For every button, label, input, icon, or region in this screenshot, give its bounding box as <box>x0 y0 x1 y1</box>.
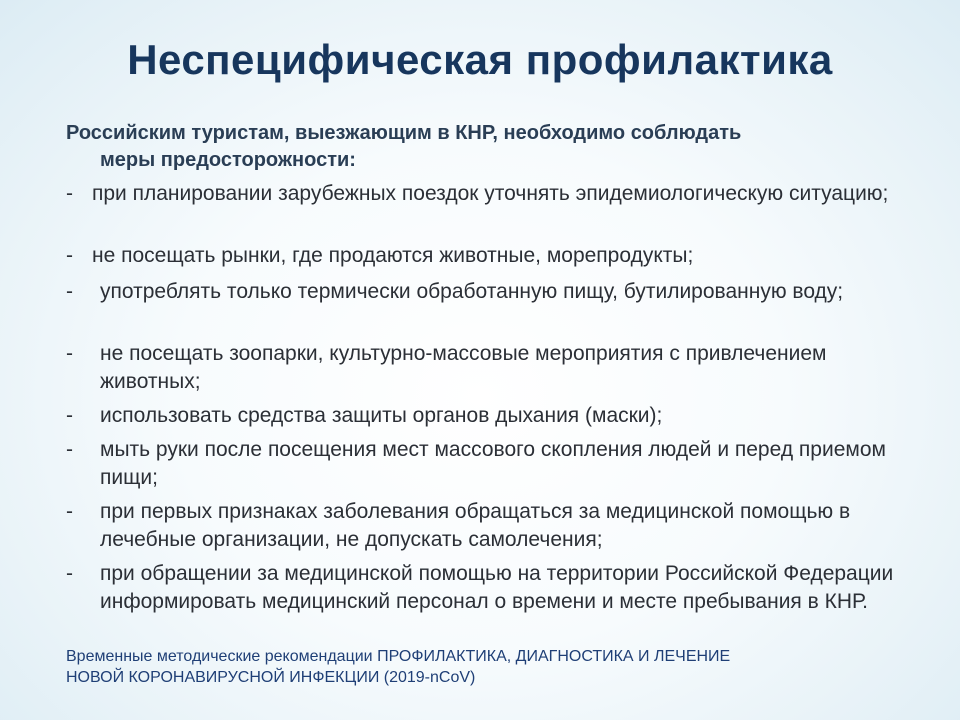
list-item <box>66 436 916 492</box>
citation-line-1: Временные методические рекомендации ПРОФИЛАКТИКА, ДИАГНОСТИКА И ЛЕЧЕНИЕ <box>66 648 731 665</box>
intro-text <box>66 120 906 174</box>
list-item <box>66 340 916 396</box>
bullet-dash: - <box>66 182 73 205</box>
list-item-text: при первых признаках заболевания обращаться за медицинской помощью в лечебные организации, не допускать самолечения; <box>100 500 851 551</box>
bullet-dash: - <box>66 500 73 523</box>
list-item <box>66 180 916 208</box>
list-item <box>66 278 916 306</box>
bullet-dash: - <box>66 244 73 267</box>
list-item-text: при планировании зарубежных поездок уточнять эпидемиологическую ситуацию; <box>92 182 889 205</box>
bullet-dash: - <box>66 562 73 585</box>
list-item <box>66 560 916 616</box>
list-item-text: употреблять только термически обработанную пищу, бутилированную воду; <box>100 280 844 303</box>
bullet-dash: - <box>66 438 73 461</box>
list-item-text: не посещать рынки, где продаются животные, морепродукты; <box>92 244 694 267</box>
list-item <box>66 242 916 270</box>
intro-line-2: меры предосторожности: <box>100 149 356 171</box>
list-item-text: не посещать зоопарки, культурно-массовые мероприятия с привлечением животных; <box>100 342 827 393</box>
slide-title: Неспецифическая профилактика <box>127 36 833 83</box>
bullet-dash: - <box>66 342 73 365</box>
citation-line-2: НОВОЙ КОРОНАВИРУСНОЙ ИНФЕКЦИИ (2019-nCoV) <box>66 669 476 686</box>
list-item <box>66 498 916 554</box>
intro-line-1: Российским туристам, выезжающим в КНР, необходимо соблюдать <box>66 122 742 144</box>
list-item-text: при обращении за медицинской помощью на территории Российской Федерации информировать медицинский персонал о времени и месте пребывания в КНР. <box>100 562 894 613</box>
list-item-text: использовать средства защиты органов дыхания (маски); <box>100 404 663 427</box>
list-item-text: мыть руки после посещения мест массового скопления людей и перед приемом пищи; <box>100 438 886 489</box>
list-item <box>66 402 916 430</box>
source-citation <box>66 646 886 688</box>
bullet-dash: - <box>66 404 73 427</box>
bullet-dash: - <box>66 280 73 303</box>
